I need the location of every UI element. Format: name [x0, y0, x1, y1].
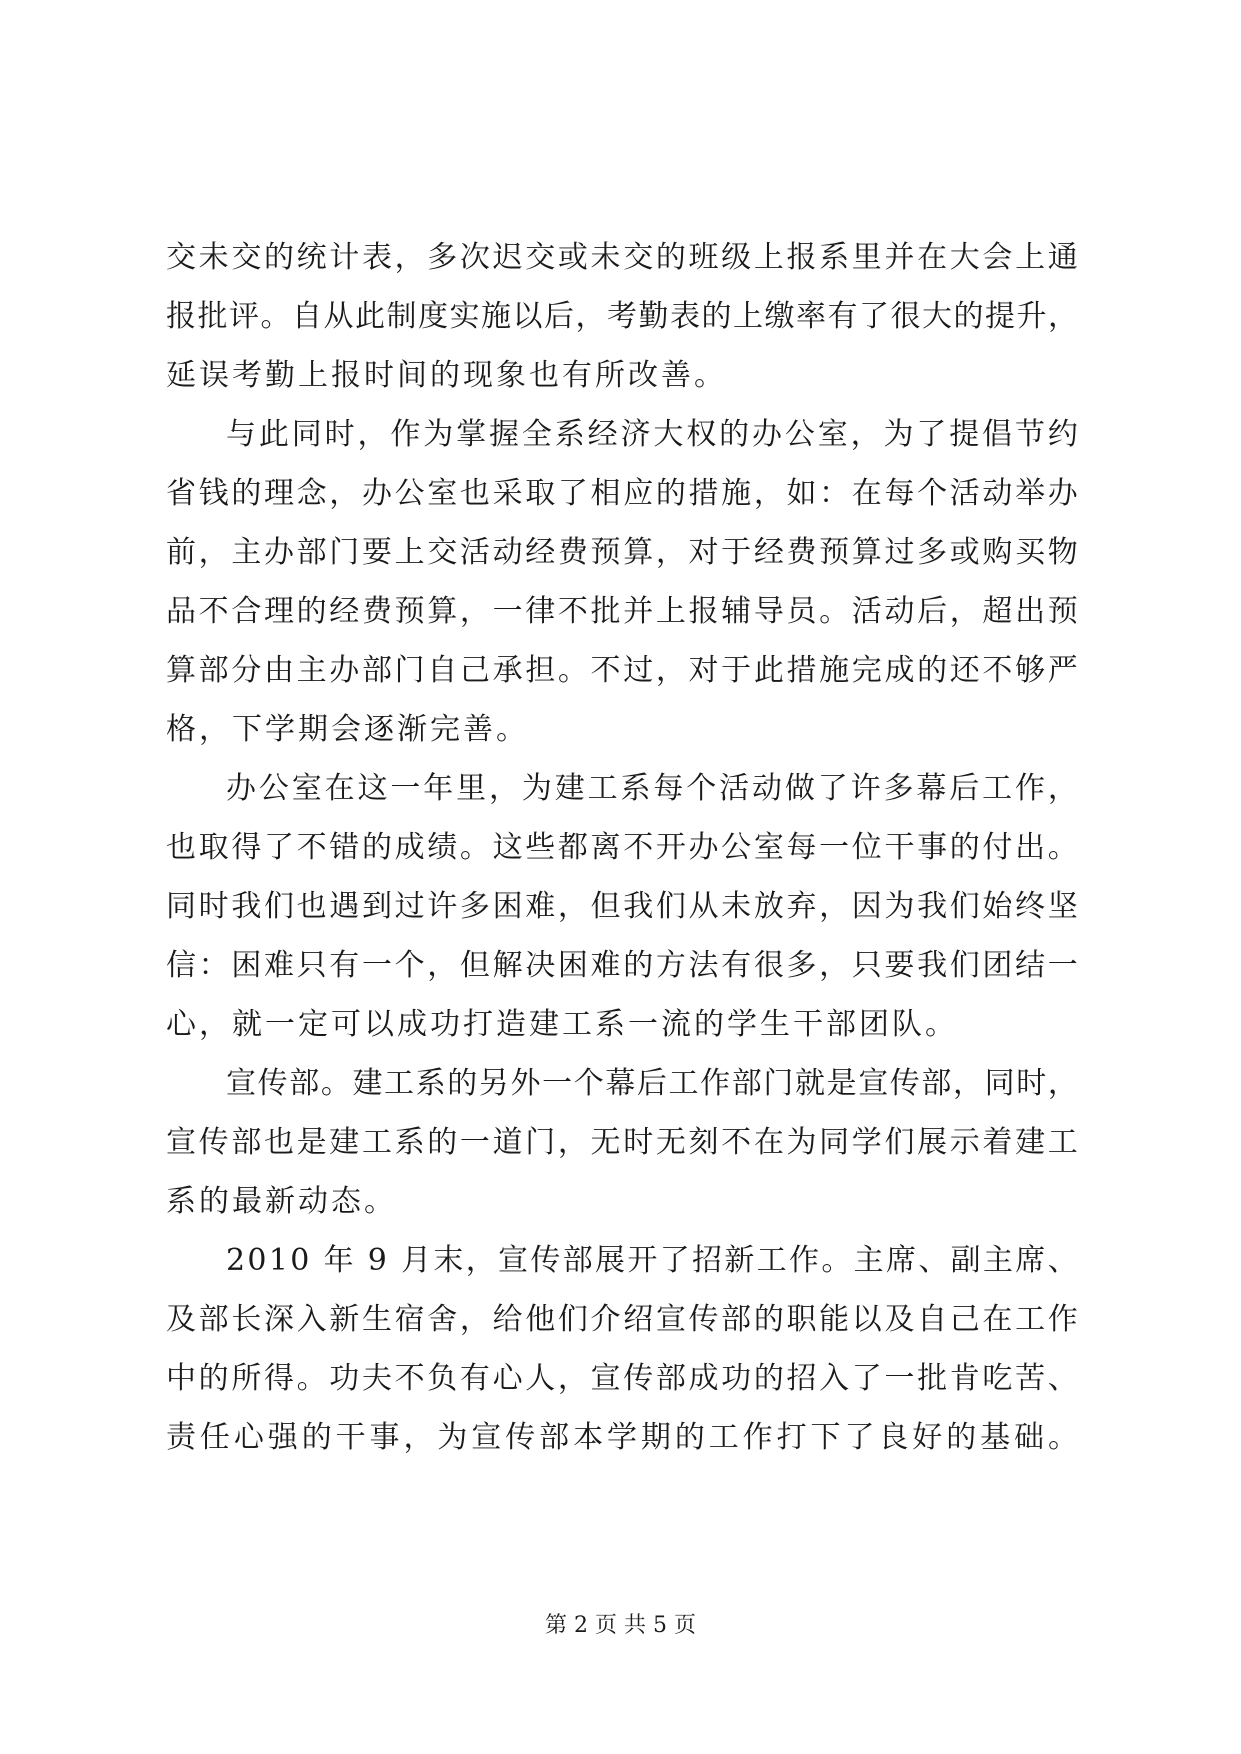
text-line: 办 公 室 在 这 一 年 里 ， 为 建 工 系 每 个 活 动 做 了 许 多 幕 后 工 作 ，	[226, 771, 1078, 806]
text-line: 责 任 心 强 的 干 事 ， 为 宣 传 部 本 学 期 的 工 作 打 下 了 良 好 的 基 础 。	[166, 1420, 1078, 1455]
text-line: 延误考勤上报时间的现象也有所改善。	[166, 358, 727, 393]
text-line: 报 批 评 。 自 从 此 制 度 实 施 以 后 ， 考 勤 表 的 上 缴 率 有 了 很 大 的 提 升 ，	[166, 299, 1078, 334]
text-line: 中 的 所 得 。 功 夫 不 负 有 心 人 ， 宣 传 部 成 功 的 招 入 了 一 批 肯 吃 苦 、	[166, 1361, 1078, 1396]
text-line: 信 ： 困 难 只 有 一 个 ， 但 解 决 困 难 的 方 法 有 很 多 ， 只 要 我 们 团 结 一	[166, 948, 1078, 983]
text-line: 及 部 长 深 入 新 生 宿 舍 ， 给 他 们 介 绍 宣 传 部 的 职 能 以 及 自 己 在 工 作	[166, 1302, 1078, 1337]
text-line: 交 未 交 的 统 计 表 ， 多 次 迟 交 或 未 交 的 班 级 上 报 系 里 并 在 大 会 上 通	[166, 240, 1078, 275]
text-line: 品 不 合 理 的 经 费 预 算 ， 一 律 不 批 并 上 报 辅 导 员 。 活 动 后 ， 超 出 预	[166, 594, 1078, 629]
text-line: 前 ， 主 办 部 门 要 上 交 活 动 经 费 预 算 ， 对 于 经 费 预 算 过 多 或 购 买 物	[166, 535, 1078, 570]
text-line: 省 钱 的 理 念 ， 办 公 室 也 采 取 了 相 应 的 措 施 ， 如 ： 在 每 个 活 动 举 办	[166, 476, 1078, 511]
text-line: 心，就一定可以成功打造建工系一流的学生干部团队。	[166, 1007, 958, 1042]
text-line: 与 此 同 时 ， 作 为 掌 握 全 系 经 济 大 权 的 办 公 室 ， 为 了 提 倡 节 约	[226, 417, 1078, 452]
text-line: 宣 传 部 。 建 工 系 的 另 外 一 个 幕 后 工 作 部 门 就 是 宣 传 部 ， 同 时 ，	[226, 1066, 1078, 1101]
text-line: 2 0 1 0 年 9 月 末 ， 宣 传 部 展 开 了 招 新 工 作 。 主 席 、 副 主 席 、	[226, 1243, 1078, 1278]
text-line: 也 取 得 了 不 错 的 成 绩 。 这 些 都 离 不 开 办 公 室 每 一 位 干 事 的 付 出 。	[166, 830, 1078, 865]
text-line: 系的最新动态。	[166, 1184, 397, 1219]
text-line: 算 部 分 由 主 办 部 门 自 己 承 担 。 不 过 ， 对 于 此 措 施 完 成 的 还 不 够 严	[166, 653, 1078, 688]
text-line: 宣 传 部 也 是 建 工 系 的 一 道 门 ， 无 时 无 刻 不 在 为 同 学 们 展 示 着 建 工	[166, 1125, 1078, 1160]
document-body	[166, 228, 1078, 1467]
page-number-footer: 第 2 页 共 5 页	[545, 1613, 696, 1638]
text-line: 同 时 我 们 也 遇 到 过 许 多 困 难 ， 但 我 们 从 未 放 弃 ， 因 为 我 们 始 终 坚	[166, 889, 1078, 924]
text-line: 格，下学期会逐渐完善。	[166, 712, 529, 747]
